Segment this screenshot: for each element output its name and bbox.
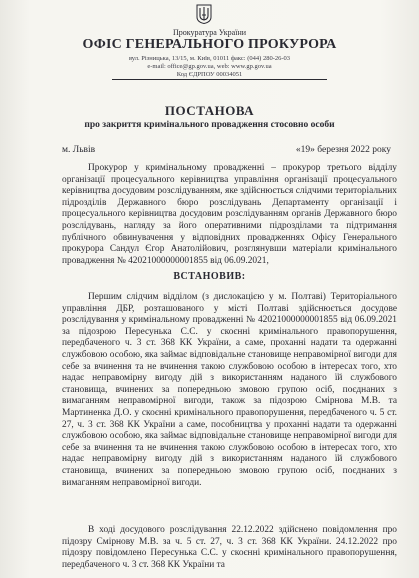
paragraph-investigation-text: Першим слідчим відділом (з дислокацією у м. Полтаві) Територіального управління ДБР, розташованого у місті Полтаві здійснюється досудове розслідування у кримінальному провадженні № 42021000000001855 від 06.09.2021 за підозрою Пересунька С.С. у скоєнні кримінального правопорушення, передбаченого ч. 3 ст. 368 КК України, а саме, проханні надати та одержанні службовою особою, яка займає відповідальне становище неправомірної вигоди для себе за вчинення та не вчинення такою службовою особою в інтересах того, хто надає неправомірну вигоду дій з використанням наданого їй службового становища, вчинених за попередньою змовою групою осіб, поєднаних з вимаганням неправомірної вигоди, також за підозрою Смірнова М.В. та Мартиненка Д.О. у скоєнні кримінального правопорушення, передбаченого ч. 5 ст. 27, ч. 3 ст. 368 КК України а саме, пособництва у проханні надати та одержанні службовою особою, яка займає відповідальне становище неправомірної вигоди для себе за вчинення та не вчинення такою службовою особою в інтересах того, хто надає неправомірну вигоду дій з використанням наданого їй службового становища, вчинених за попередньою змовою групою осіб, поєднаних з вимаганням неправомірної вигоди. <box>62 292 397 488</box>
header-divider <box>112 79 327 80</box>
org-name: Прокуратура України <box>172 28 247 37</box>
document-date: «19» березня 2022 року <box>295 145 391 155</box>
office-edrpou: Код ЄДРПОУ 00034051 <box>176 71 243 78</box>
paragraph-investigation <box>62 292 397 489</box>
office-email: e-mail: office@gp.gov.ua, web: www.gp.gov.ua <box>147 63 272 70</box>
paragraph-suspicion <box>62 525 397 571</box>
paragraph-suspicion-text: В ході досудового розслідування 22.12.2022 здійснено повідомлення про підозру Смірнову М.В. за ч. 5 ст. 27, ч. 3 ст. 368 КК України. 24.12.2022 про підозру повідомлено Пересунька С.С. у скоєнні кримінального правопорушення, передбаченого ч. 3 ст. 368 КК України та <box>62 525 397 570</box>
paragraph-prosecutor-text: Прокурор у кримінальному провадженні – прокурор третього відділу організації процесуального керівництва управління організації процесуального керівництва досудовим розслідуванням, яке здійснюється слідчими територіальних підрозділів Державного бюро розслідувань Департаменту організації і процесуального керівництва досудовим розслідуванням органів Державного бюро розслідувань, нагляду за його оперативними підрозділами та підтримання публічного обвинувачення у відповідних провадженнях Офісу Генерального прокурора Сандул Єгор Анатолійович, розглянувши матеріали кримінального провадження № 42021000000001855 від 06.09.2021, <box>62 163 397 266</box>
document-city: м. Львів <box>62 145 96 155</box>
document-subtitle: про закриття кримінального провадження стосовно особи <box>84 120 335 130</box>
paragraph-prosecutor <box>62 163 397 267</box>
office-name: ОФІС ГЕНЕРАЛЬНОГО ПРОКУРОРА <box>82 37 337 52</box>
trident-emblem-icon <box>196 4 212 24</box>
established-heading: ВСТАНОВИВ: <box>173 271 246 282</box>
office-address: вул. Різницька, 13/15, м. Київ, 01011 факс: (044) 280-26-03 <box>128 55 291 62</box>
document-title: ПОСТАНОВА <box>164 103 255 118</box>
